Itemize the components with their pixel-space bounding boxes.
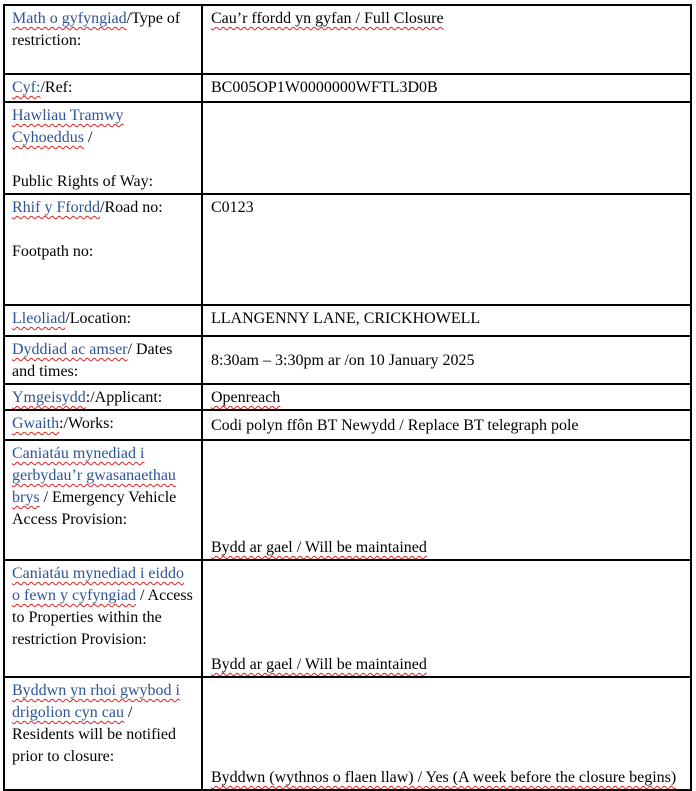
value-text: Byddwn (wythnos o flaen llaw) / Yes (A week before the closure begins) [211,769,677,786]
value-text: LLANGENNY LANE, CRICKHOWELL [211,310,481,327]
value-cell-emergency-access [202,440,691,560]
value-text: Bydd ar gael / Will be maintained [211,656,427,673]
label-welsh: Caniatáu mynediad i gerbydau’r gwasanaethau brys [12,445,176,506]
road-restriction-table [3,4,692,791]
label-english: /Location: [65,310,132,327]
value-cell-location [202,305,691,336]
value-cell-dates-times [202,336,691,384]
value-text: Openreach [211,389,281,406]
label-cell-location [4,305,202,336]
label-welsh: Byddwn yn rhoi gwybod i drigolion cyn cau [12,682,180,721]
label-welsh: Dyddiad ac amser [12,341,128,358]
label-cell-ref [4,74,202,102]
value-cell-works [202,410,691,440]
value-cell-residents-notified [202,677,691,790]
table-row [4,5,691,74]
label-welsh: Caniatáu mynediad i eiddo o fewn y cyfyngiad [12,565,184,604]
label-cell-emergency-access [4,440,202,560]
label-english: /Type of restriction: [12,10,181,49]
label-english: :/Applicant: [85,389,163,406]
value-cell-restriction-type [202,5,691,74]
label-welsh: Gwaith [12,415,60,432]
label-cell-restriction-type [4,5,202,74]
value-cell-public-rights-of-way [202,102,691,194]
label-cell-works [4,410,202,440]
label-welsh: Cyf: [12,79,41,96]
table-row [4,305,691,336]
label-welsh: Math o gyfyngiad [12,10,127,27]
table-row [4,677,691,790]
label-cell-public-rights-of-way [4,102,202,194]
table-row [4,194,691,305]
value-text: 8:30am – 3:30pm ar /on 10 January 2025 [211,352,475,369]
label-english: / Access to Properties within the restriction Provision: [12,587,193,648]
label-cell-applicant [4,384,202,410]
table-row [4,102,691,194]
label-welsh: Rhif y Ffordd [12,199,100,216]
label-welsh: Hawliau Tramwy Cyhoeddus [12,107,124,146]
value-text: Cau’r ffordd yn gyfan / Full Closure [211,10,444,27]
table-row [4,410,691,440]
table-row [4,384,691,410]
table-row [4,336,691,384]
label-cell-residents-notified [4,677,202,790]
label-welsh: Ymgeisydd [12,389,86,406]
table-row [4,440,691,560]
value-cell-ref [202,74,691,102]
label-english: / Residents will be notified prior to closure: [12,704,176,765]
value-cell-applicant [202,384,691,410]
label-cell-dates-times [4,336,202,384]
label-english: / Dates and times: [12,341,173,380]
label-welsh: Lleoliad [12,310,66,327]
value-text: BC005OP1W0000000WFTL3D0B [211,79,438,96]
value-text: Codi polyn ffôn BT Newydd / Replace BT telegraph pole [211,417,579,434]
value-text: Bydd ar gael / Will be maintained [211,539,427,556]
value-cell-property-access [202,560,691,677]
label-english: /Road no: [100,199,163,216]
label-cell-road-no [4,194,202,305]
label-english: / [88,129,93,146]
table-row [4,560,691,677]
label-english-2: Footpath no: [12,243,94,260]
label-english: /Ref: [40,79,73,96]
label-cell-property-access [4,560,202,677]
label-english-2: Public Rights of Way: [12,173,154,190]
value-text: C0123 [211,199,254,216]
value-cell-road-no [202,194,691,305]
label-english: / Emergency Vehicle Access Provision: [12,489,177,528]
label-english: :/Works: [59,415,114,432]
table-row [4,74,691,102]
